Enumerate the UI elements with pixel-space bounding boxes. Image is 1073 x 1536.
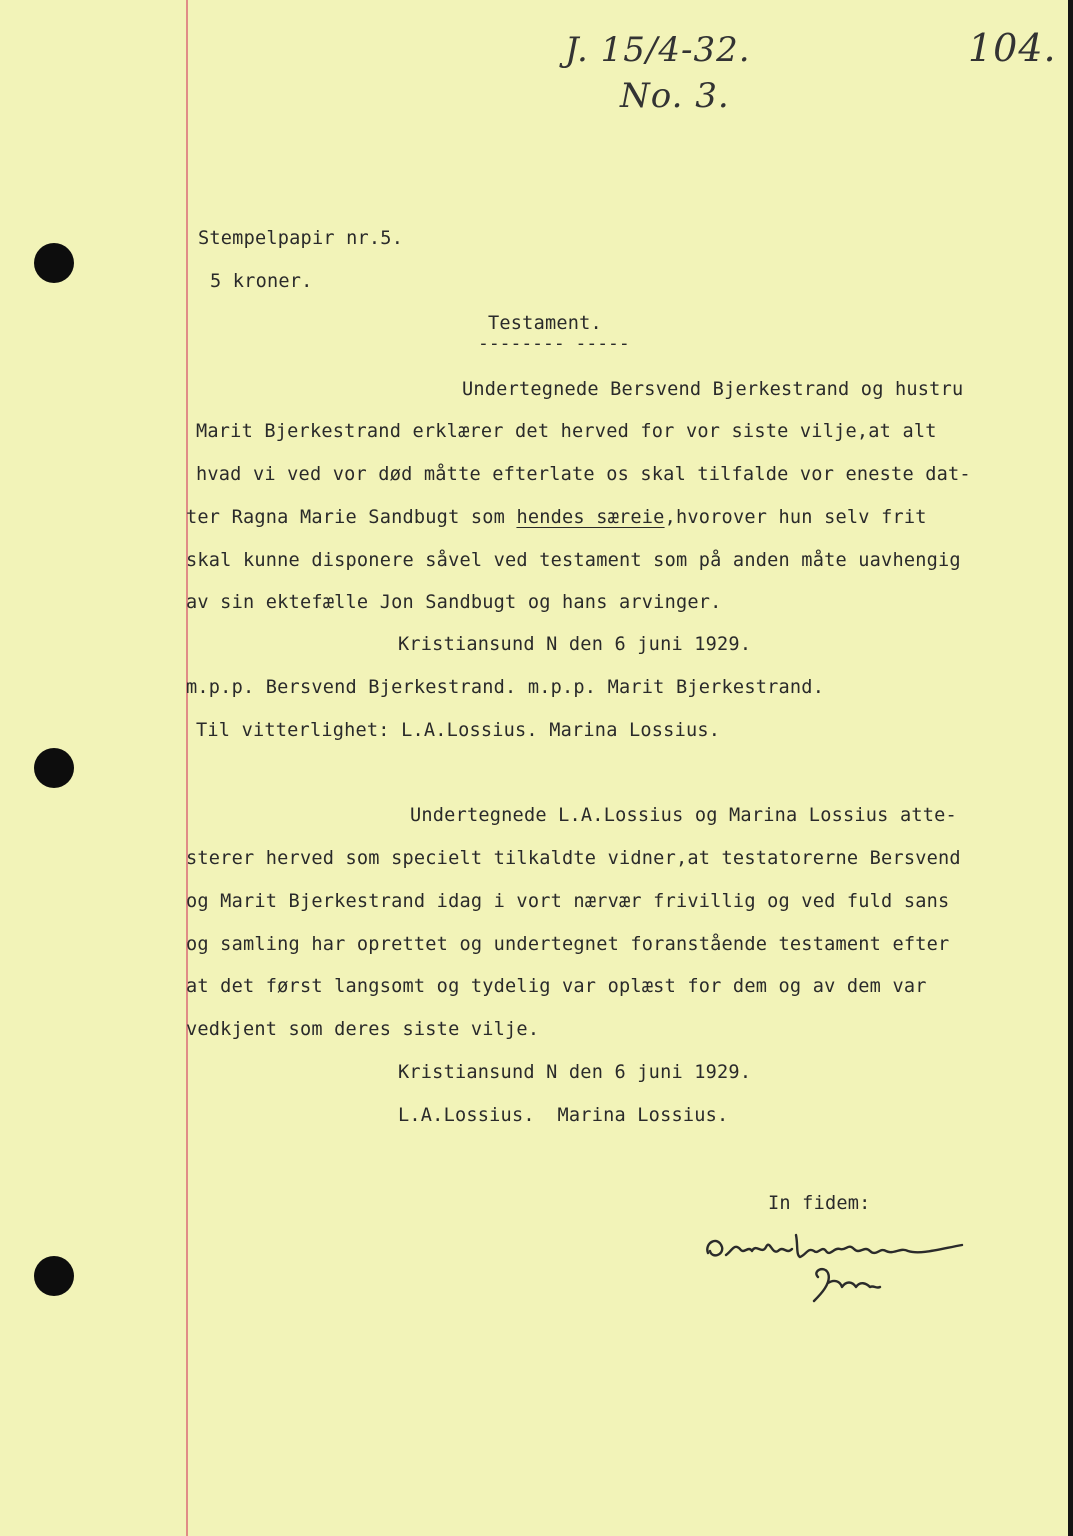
punch-hole-middle bbox=[34, 748, 74, 788]
paragraph-2-line-1: Undertegnede L.A.Lossius og Marina Lossius atte- bbox=[410, 805, 957, 826]
place-date-1: Kristiansund N den 6 juni 1929. bbox=[398, 634, 752, 655]
witness-line: Til vitterlighet: L.A.Lossius. Marina Lossius. bbox=[196, 720, 721, 741]
title-rule: -------- ----- bbox=[478, 333, 630, 354]
line-4-end: ,hvorover hun selv frit bbox=[664, 507, 927, 528]
testator-signatures: m.p.p. Bersvend Bjerkestrand. m.p.p. Marit Bjerkestrand. bbox=[186, 677, 825, 698]
date-note: J. 15/4-32. bbox=[565, 30, 751, 70]
paragraph-2-line-4: og samling har oprettet og undertegnet foranstående testament efter bbox=[186, 934, 950, 955]
in-fidem-label: In fidem: bbox=[768, 1193, 871, 1214]
page-number: 104. bbox=[968, 26, 1057, 70]
witness-signatures: L.A.Lossius. Marina Lossius. bbox=[398, 1105, 729, 1126]
paragraph-2-line-6: vedkjent som deres siste vilje. bbox=[186, 1019, 540, 1040]
place-date-2: Kristiansund N den 6 juni 1929. bbox=[398, 1062, 752, 1083]
punch-hole-bottom bbox=[34, 1256, 74, 1296]
stamp-value-line: 5 kroner. bbox=[210, 271, 313, 292]
line-4-start: ter Ragna Marie Sandbugt som bbox=[186, 507, 517, 528]
paragraph-1-line-4 bbox=[186, 507, 927, 528]
stamp-paper-line: Stempelpapir nr.5. bbox=[198, 228, 404, 249]
paragraph-2-line-3: og Marit Bjerkestrand idag i vort nærvær frivillig og ved fuld sans bbox=[186, 891, 950, 912]
document-title: Testament. bbox=[488, 313, 602, 334]
paragraph-1-line-2: Marit Bjerkestrand erklærer det herved for vor siste vilje,at alt bbox=[196, 421, 937, 442]
paragraph-1-line-5: skal kunne disponere såvel ved testament som på anden måte uavhengig bbox=[186, 550, 961, 571]
paragraph-1-line-3: hvad vi ved vor død måtte efterlate os skal tilfalde vor eneste dat- bbox=[196, 464, 971, 485]
item-number: No. 3. bbox=[620, 76, 730, 116]
underlined-phrase: hendes særeie bbox=[516, 507, 665, 528]
paragraph-2-line-5: at det først langsomt og tydelig var oplæst for dem og av dem var bbox=[186, 976, 927, 997]
paragraph-1-line-6: av sin ektefælle Jon Sandbugt og hans arvinger. bbox=[186, 592, 722, 613]
handwritten-signature bbox=[700, 1225, 990, 1315]
paragraph-1-line-1: Undertegnede Bersvend Bjerkestrand og hustru bbox=[462, 379, 964, 400]
margin-rule bbox=[186, 0, 188, 1536]
punch-hole-top bbox=[34, 243, 74, 283]
paragraph-2-line-2: sterer herved som specielt tilkaldte vidner,at testatorerne Bersvend bbox=[186, 848, 961, 869]
